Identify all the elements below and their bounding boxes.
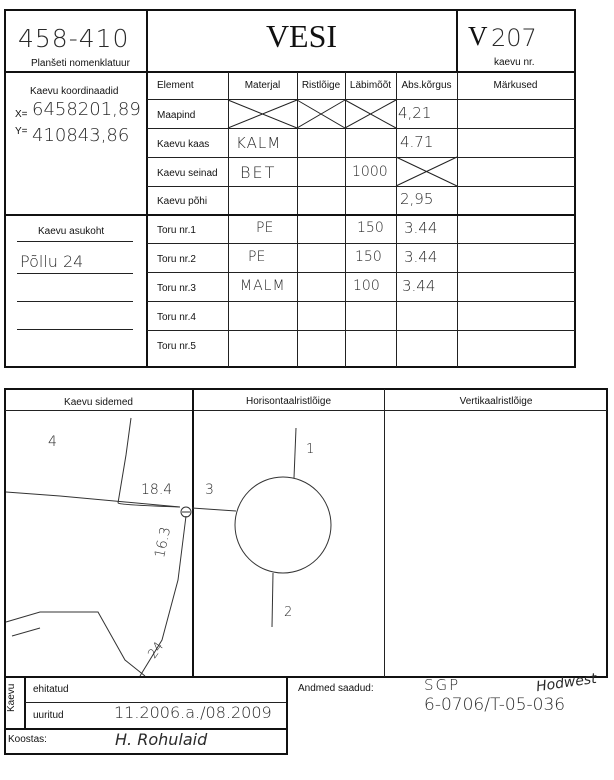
well-number-value: 207 [491, 24, 537, 52]
cell-abs: 4,21 [398, 104, 432, 122]
well-number-prefix: V [468, 21, 488, 51]
table-header-abs: Abs.kõrgus [401, 80, 452, 91]
table-header-ristloige: Ristlõige [301, 80, 341, 91]
pipe-2-label: 2 [284, 605, 293, 620]
well-circle [235, 477, 331, 573]
compiled-signature: H. Rohulaid [115, 730, 208, 749]
links-label: Kaevu sidemed [64, 397, 133, 408]
pipe-line [192, 508, 236, 511]
page-title: VESI [265, 18, 338, 54]
row-element: Kaevu seinad [157, 168, 218, 179]
boundary-line [12, 628, 40, 636]
horizontal-section-label: Horisontaalristlõige [245, 396, 332, 407]
cell-labimoot: 150 [357, 220, 384, 236]
well-number-label: kaevu nr. [494, 57, 535, 68]
cell-abs: 3.44 [402, 277, 436, 295]
data-source-value: SGP [424, 676, 461, 694]
cell-abs: 2,95 [400, 190, 434, 208]
row-element: Toru nr.2 [157, 254, 196, 265]
row-element: Toru nr.3 [157, 283, 196, 294]
boundary-line [118, 503, 180, 507]
coord-y-value: 410843,86 [32, 125, 130, 146]
cell-abs: 3.44 [404, 248, 438, 266]
data-source-signature: Hodwest [535, 670, 598, 696]
distance-top: 18.4 [141, 482, 173, 498]
cell-materjal: BET [240, 163, 277, 182]
compiled-label: Koostas: [8, 734, 47, 745]
row-element: Toru nr.5 [157, 341, 196, 352]
footer-side-label: Kaevu [6, 683, 17, 712]
parcel-label: 4 [48, 434, 57, 450]
built-label: ehitatud [33, 684, 69, 695]
data-source-label: Andmed saadud: [298, 683, 374, 694]
cell-materjal: PE [248, 249, 266, 265]
coord-y-label: Y= [15, 126, 28, 137]
cell-materjal: PE [256, 220, 274, 236]
distance-bottom: 24 [145, 639, 168, 662]
coords-label: Kaevu koordinaadid [30, 86, 119, 97]
row-element: Maapind [157, 110, 196, 121]
table-header-markused: Märkused [493, 80, 538, 91]
table-header-materjal: Materjal [244, 80, 281, 91]
cell-materjal: MALM [240, 278, 286, 294]
row-element: Toru nr.4 [157, 312, 196, 323]
pipe-line [272, 573, 273, 627]
vertical-section-label: Vertikaalristlõige [459, 396, 533, 407]
sheet-nomenclature-label: Planšeti nomenklatuur [31, 58, 130, 69]
location-value: Põllu 24 [20, 252, 84, 271]
table-header-element: Element [157, 80, 194, 91]
pipe-3-label: 3 [205, 482, 214, 498]
distance-left: 16.3 [152, 525, 175, 560]
row-element: Toru nr.1 [157, 225, 196, 236]
cell-materjal: KALM [236, 134, 282, 152]
sheet-nomenclature-value: 458-410 [18, 24, 130, 53]
boundary-line [118, 418, 131, 503]
cell-labimoot: 1000 [352, 164, 388, 180]
cell-labimoot: 150 [355, 249, 382, 265]
data-source-reference: 6-0706/T-05-036 [424, 695, 566, 715]
surveyed-label: uuritud [33, 710, 64, 721]
pipe-1-label: 1 [306, 442, 315, 457]
pipe-line [294, 428, 296, 478]
coord-x-label: X= [15, 109, 28, 120]
cell-abs: 4.71 [400, 133, 434, 151]
cell-abs: 3.44 [404, 219, 438, 237]
table-header-labimoot: Läbimõõt [349, 80, 392, 91]
cell-labimoot: 100 [353, 278, 380, 294]
coord-x-value: 6458201,89 [32, 99, 141, 120]
row-element: Kaevu kaas [157, 139, 210, 150]
surveyed-value: 11.2006.a./08.2009 [114, 703, 272, 722]
row-element: Kaevu põhi [157, 196, 208, 207]
location-label: Kaevu asukoht [38, 226, 105, 237]
boundary-line [6, 612, 145, 676]
